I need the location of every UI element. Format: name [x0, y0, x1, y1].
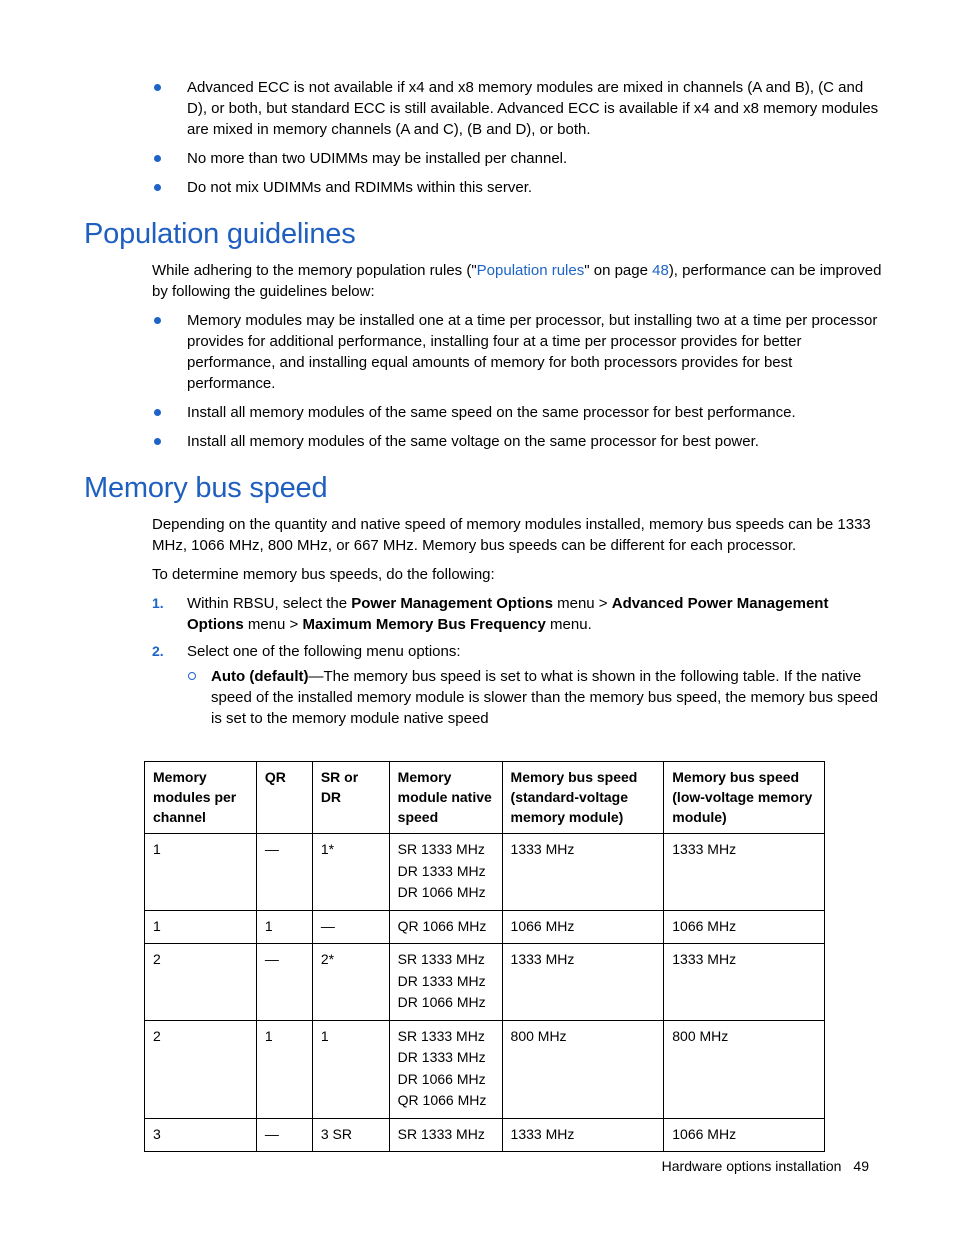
table-row: [145, 944, 825, 1021]
population-bullet-list: [84, 310, 884, 452]
menu-name: Maximum Memory Bus Frequency: [302, 616, 546, 633]
page-number: 49: [853, 1158, 869, 1174]
page-footer: [662, 1158, 869, 1174]
column-header: Memory modules per channel: [145, 762, 257, 834]
page-content: [84, 77, 884, 735]
table-cell: 1066 MHz: [502, 910, 664, 944]
menu-name: Power Management Options: [351, 595, 553, 612]
table-row: [145, 834, 825, 911]
table-cell: SR 1333 MHz DR 1333 MHz DR 1066 MHz QR 1066 MHz: [389, 1020, 502, 1118]
page-48-link[interactable]: 48: [652, 262, 669, 279]
table-row: [145, 910, 825, 944]
table-row: [145, 1118, 825, 1152]
table-cell: 1*: [312, 834, 389, 911]
table-cell: 1333 MHz: [664, 944, 825, 1021]
bullet-icon: [154, 438, 161, 445]
steps-list: [84, 593, 884, 729]
footer-section-title: Hardware options installation: [661, 1158, 842, 1174]
table-cell: 800 MHz: [502, 1020, 664, 1118]
table-cell: SR 1333 MHz DR 1333 MHz DR 1066 MHz: [389, 834, 502, 911]
bullet-icon: [154, 184, 161, 191]
table-cell: 1066 MHz: [664, 910, 825, 944]
memory-bus-speed-heading: Memory bus speed: [84, 472, 328, 504]
sub-option-list: [187, 666, 884, 729]
list-item: Install all memory modules of the same speed on the same processor for best performance.: [153, 402, 884, 423]
population-rules-link[interactable]: Population rules: [476, 262, 585, 279]
list-item: Advanced ECC is not available if x4 and x8 memory modules are mixed in channels (A and B), (C and D), or both, but standard ECC is still available. Advanced ECC is available if x4 and x8 memory modules are mixed in memory channels (A and C), (B and D), or both.: [153, 77, 884, 140]
bullet-icon: [154, 155, 161, 162]
table-cell: 800 MHz: [664, 1020, 825, 1118]
bus-paragraph-1: Depending on the quantity and native speed of memory modules installed, memory bus speeds can be 1333 MHz, 1066 MHz, 800 MHz, or 667 MHz. Memory bus speeds can be different for each processor.: [152, 516, 871, 554]
table-cell: 3: [145, 1118, 257, 1152]
column-header: QR: [256, 762, 312, 834]
step-number: 2.: [152, 643, 164, 659]
table-cell: 1333 MHz: [502, 944, 664, 1021]
table-cell: QR 1066 MHz: [389, 910, 502, 944]
table-cell: 1: [145, 910, 257, 944]
top-bullet-list: [84, 77, 884, 198]
list-item: Install all memory modules of the same voltage on the same processor for best power.: [153, 431, 884, 452]
column-header: Memory bus speed (standard-voltage memory module): [502, 762, 664, 834]
step-number: 1.: [152, 595, 164, 611]
table-cell: 1: [145, 834, 257, 911]
table-cell: SR 1333 MHz: [389, 1118, 502, 1152]
population-intro: While adhering to the memory population rules ("Population rules" on page 48), performance can be improved by following the guidelines below:: [152, 262, 882, 300]
table-cell: 3 SR: [312, 1118, 389, 1152]
menu-name: Advanced Power Management Options: [187, 595, 829, 633]
population-guidelines-heading: Population guidelines: [84, 218, 356, 250]
table-cell: 1333 MHz: [502, 1118, 664, 1152]
bullet-icon: [154, 409, 161, 416]
bus-paragraph-2: To determine memory bus speeds, do the following:: [152, 566, 495, 583]
table-cell: —: [256, 1118, 312, 1152]
table-cell: 1333 MHz: [502, 834, 664, 911]
table-cell: 2: [145, 1020, 257, 1118]
step-1: 1. Within RBSU, select the Power Management Options menu > Advanced Power Management Options menu > Maximum Memory Bus Frequency menu.: [152, 595, 829, 633]
list-item: Do not mix UDIMMs and RDIMMs within this server.: [153, 177, 884, 198]
column-header: Memory module native speed: [389, 762, 502, 834]
list-item: Memory modules may be installed one at a time per processor, but installing two at a time per processor provides for additional performance, installing four at a time per processor provides for better performance, and installing equal amounts of memory for both processors provides for best performance.: [153, 310, 884, 394]
column-header: SR or DR: [312, 762, 389, 834]
table-cell: —: [312, 910, 389, 944]
table-cell: —: [256, 944, 312, 1021]
table-cell: 1: [312, 1020, 389, 1118]
step-2: 2. Select one of the following menu options: Auto (default)—The memory bus speed is set to what is shown in the following table. If the native speed of the installed memory module is slower than the memory bus speed, the memory bus speed is set to the memory module native speed: [152, 641, 884, 729]
table-cell: 1: [256, 910, 312, 944]
table-row: [145, 1020, 825, 1118]
bullet-icon: [154, 317, 161, 324]
table-cell: 1066 MHz: [664, 1118, 825, 1152]
sub-option: Auto (default)—The memory bus speed is set to what is shown in the following table. If the native speed of the installed memory module is slower than the memory bus speed, the memory bus speed is set to the memory module native speed: [187, 666, 884, 729]
table-cell: 1333 MHz: [664, 834, 825, 911]
bullet-icon: [154, 84, 161, 91]
hollow-bullet-icon: [188, 672, 196, 680]
table-cell: 2*: [312, 944, 389, 1021]
list-item: No more than two UDIMMs may be installed per channel.: [153, 148, 884, 169]
table-header-row: [145, 762, 825, 834]
column-header: Memory bus speed (low-voltage memory module): [664, 762, 825, 834]
table-cell: 2: [145, 944, 257, 1021]
table-cell: 1: [256, 1020, 312, 1118]
memory-bus-speed-table: [144, 761, 825, 1152]
table-cell: —: [256, 834, 312, 911]
table-cell: SR 1333 MHz DR 1333 MHz DR 1066 MHz: [389, 944, 502, 1021]
